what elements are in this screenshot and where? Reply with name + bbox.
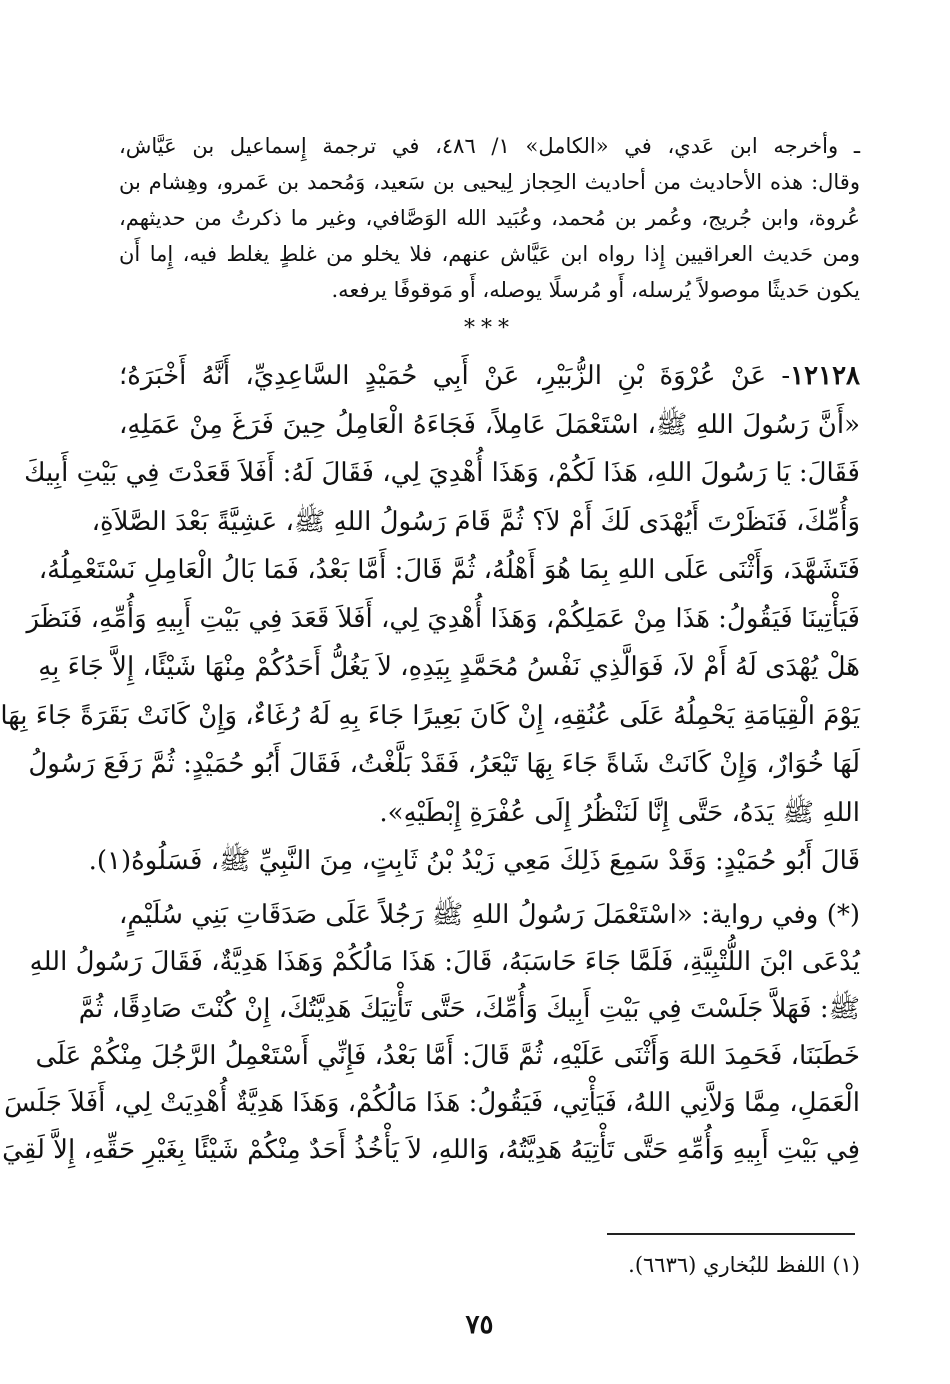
hadith-heading-text: - عَنْ عُرْوَةَ بْنِ الزُّبَيْرِ، عَنْ أَبِي حُمَيْدٍ السَّاعِدِيِّ، أَنَّهُ أَخْبَرَهُ؛: [119, 361, 791, 391]
intro-line: ومن حَديث العراقيين إِذا رواه ابن عَيَّاش عنهم، فلا يخلو من غلطٍ يغلط فيه، إِما أَن: [119, 242, 860, 266]
intro-line: ـ وأخرجه ابن عَدي، في «الكامل» ١/ ٤٨٦، في ترجمة إِسماعيل بن عَيَّاش،: [119, 134, 860, 158]
hadith-line: وَأُمِّكَ، فَنَظَرْتَ أَيُهْدَى لَكَ أَمْ لاَ؟ ثُمَّ قَامَ رَسُولُ اللهِ ﷺ، عَشِيَّةً بَعْدَ الصَّلاَةِ،: [91, 506, 860, 537]
hadith-number: ١٢١٢٨: [790, 361, 860, 391]
variant-line: ﷺ: فَهَلاَّ جَلَسْتَ فِي بَيْتِ أَبِيكَ وَأُمِّكَ، حَتَّى تَأْتِيَكَ هَدِيَّتُكَ، إِنْ كُنْتَ صَادِقًا، ثُمَّ: [78, 993, 860, 1024]
hadith-line: يَوْمَ الْقِيَامَةِ يَحْمِلُهُ عَلَى عُنُقِهِ، إِنْ كَانَ بَعِيرًا جَاءَ بِهِ لَهُ رُغَاءٌ، وَإِنْ كَانَتْ بَقَرَةً جَاءَ بِهَا: [0, 700, 860, 731]
intro-line: وقال: هذه الأحاديث من أحاديث الحِجاز لِيحيى بن سَعيد، وَمُحمد بن عَمرو، وهِشام بن: [119, 170, 860, 194]
hadith-line: اللهِ ﷺ يَدَهُ، حَتَّى إِنَّا لَنَنْظُرُ إِلَى عُفْرَةِ إِبْطَيْهِ».: [379, 797, 860, 828]
variant-line: خَطَبَنَا، فَحَمِدَ اللهَ وَأَثْنَى عَلَيْهِ، ثُمَّ قَالَ: أَمَّا بَعْدُ، فَإِنِّي أَسْتَعْمِلُ الرَّجُلَ مِنْكُمْ عَلَى: [35, 1040, 860, 1071]
narrator-note-line: قَالَ أَبُو حُمَيْدٍ: وَقَدْ سَمِعَ ذَلِكَ مَعِي زَيْدُ بْنُ ثَابِتٍ، مِنَ النَّبِيِّ ﷺ، فَسَلُوهُ(١).: [88, 846, 860, 876]
hadith-heading-line: [119, 352, 860, 401]
intro-line: يكون حَديثًا موصولاً يُرسله، أَو مُرسلًا يوصله، أَو مَوقوفًا يرفعه.: [331, 278, 860, 302]
hadith-line: هَلْ يُهْدَى لَهُ أَمْ لاَ، فَوَالَّذِي نَفْسُ مُحَمَّدٍ بِيَدِهِ، لاَ يَغُلُّ أَحَدُكُمْ مِنْهَا شَيْئًا، إِلاَّ جَاءَ بِهِ: [38, 652, 860, 682]
footnote: (١) اللفظ للبُخاري (٦٦٣٦).: [628, 1253, 860, 1277]
hadith-paragraph: [0, 352, 860, 837]
hadith-line: فَيَأْتِينَا فَيَقُولُ: هَذَا مِنْ عَمَلِكُمْ، وَهَذَا أُهْدِيَ لِي، أَفَلاَ قَعَدَ فِي بَيْتِ أَبِيهِ وَأُمِّهِ، فَنَظَرَ: [26, 603, 860, 634]
hadith-line: «أَنَّ رَسُولَ اللهِ ﷺ، اسْتَعْمَلَ عَامِلاً، فَجَاءَهُ الْعَامِلُ حِينَ فَرَغَ مِنْ عَمَلِهِ،: [119, 409, 860, 440]
footnote-divider: [607, 1233, 855, 1235]
intro-line: عُروة، وابن جُريج، وعُمر بن مُحمد، وعُبَيد الله الوَصَّافي، وغير ما ذكرتُ من حديثهم،: [119, 206, 860, 230]
narrator-note: [88, 837, 860, 886]
variant-narration: [2, 892, 860, 1174]
page-number: ٧٥: [465, 1310, 494, 1340]
hadith-line: لَهَا خُوَارٌ، وَإِنْ كَانَتْ شَاةً جَاءَ بِهَا تَيْعَرُ، فَقَدْ بَلَّغْتُ، فَقَالَ أَبُو حُمَيْدٍ: ثُمَّ رَفَعَ رَسُولُ: [28, 749, 860, 779]
variant-line: الْعَمَلِ، مِمَّا وَلاَّنِي اللهُ، فَيَأْتِي، فَيَقُولُ: هَذَا مَالُكُمْ، وَهَذَا هَدِيَّةٌ أُهْدِيَتْ لِي، أَفَلاَ جَلَسَ: [4, 1087, 860, 1118]
section-separator: ***: [464, 316, 515, 341]
intro-paragraph: [119, 128, 860, 308]
page-body: [0, 128, 860, 1174]
variant-line: فِي بَيْتِ أَبِيهِ وَأُمِّهِ حَتَّى تَأْتِيَهُ هَدِيَّتُهُ، وَاللهِ، لاَ يَأْخُذُ أَحَدٌ مِنْكُمْ شَيْئًا بِغَيْرِ حَقِّهِ، إِلاَّ لَقِيَ: [2, 1134, 860, 1165]
variant-line: (*) وفي رواية: «اسْتَعْمَلَ رَسُولُ اللهِ ﷺ رَجُلاً عَلَى صَدَقَاتِ بَنِي سُلَيْمٍ،: [119, 899, 860, 930]
hadith-line: فَقَالَ: يَا رَسُولَ اللهِ، هَذَا لَكُمْ، وَهَذَا أُهْدِيَ لِي، فَقَالَ لَهُ: أَفَلاَ قَعَدْتَ فِي بَيْتِ أَبِيكَ: [24, 458, 860, 488]
hadith-line: فَتَشَهَّدَ، وَأَثْنَى عَلَى اللهِ بِمَا هُوَ أَهْلُهُ، ثُمَّ قَالَ: أَمَّا بَعْدُ، فَمَا بَالُ الْعَامِلِ نَسْتَعْمِلُهُ،: [38, 555, 860, 585]
variant-line: يُدْعَى ابْنَ اللُّتْبِيَّةِ، فَلَمَّا جَاءَ حَاسَبَهُ، قَالَ: هَذَا مَالُكُمْ وَهَذَا هَدِيَّةٌ، فَقَالَ رَسُولُ اللهِ: [29, 946, 860, 977]
